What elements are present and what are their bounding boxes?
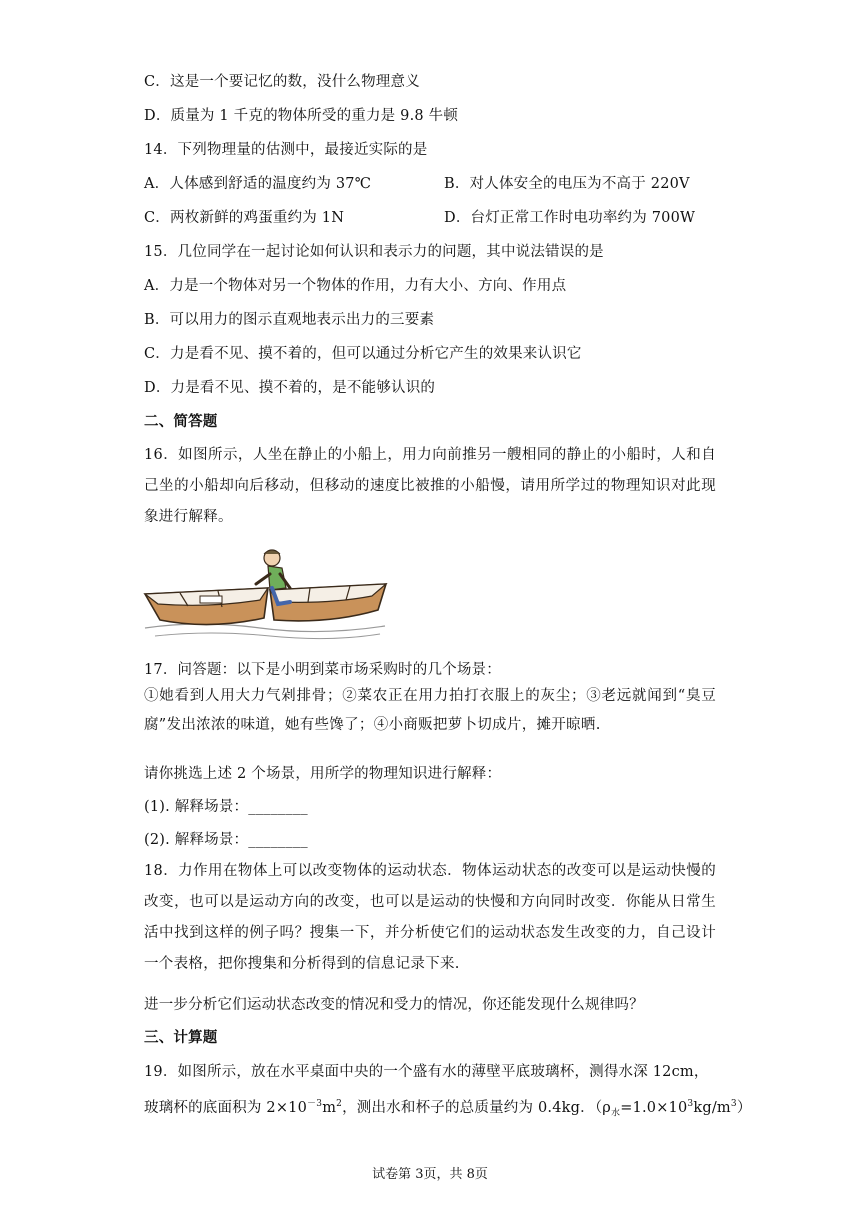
q15-option-a: A．力是一个物体对另一个物体的作用，力有大小、方向、作用点 [144, 278, 567, 294]
q14-option-d: D．台灯正常工作时电功率约为 700W [444, 210, 696, 226]
q19-line-1: 19．如图所示，放在水平桌面中央的一个盛有水的薄壁平底玻璃杯，测得水深 12cm， [144, 1064, 709, 1080]
q13-option-d: D．质量为 1 千克的物体所受的重力是 9.8 牛顿 [144, 108, 459, 124]
section-heading-short-answer: 二、简答题 [144, 413, 218, 430]
q17-instruction: 请你挑选上述 2 个场景，用所学的物理知识进行解释： [144, 766, 502, 782]
page-footer: 试卷第 3页，共 8页 [372, 1167, 488, 1182]
q15-option-b: B．可以用力的图示直观地表示出力的三要素 [144, 312, 435, 328]
q14-stem: 14．下列物理量的估测中，最接近实际的是 [144, 142, 428, 158]
q17-stem: 17．问答题：以下是小明到菜市场采购时的几个场景： [144, 662, 501, 678]
q17-answer-1: (1). 解释场景：________ [144, 799, 308, 815]
q16-text: 16．如图所示，人坐在静止的小船上，用力向前推另一艘相同的静止的小船时，人和自己坐的小船却向后移动，但移动的速度比被推的小船慢，请用所学过的物理知识对此现象进行解释。 [144, 447, 716, 525]
q13-option-c: C．这是一个要记忆的数，没什么物理意义 [144, 74, 420, 90]
q17-answer-2: (2). 解释场景：________ [144, 832, 308, 848]
q15-stem: 15．几位同学在一起讨论如何认识和表示力的问题，其中说法错误的是 [144, 244, 604, 260]
q18-text-2: 进一步分析它们运动状态改变的情况和受力的情况，你还能发现什么规律吗？ [144, 997, 644, 1013]
q17-scenes: ①她看到人用大力气剁排骨；②菜农正在用力拍打衣服上的灰尘；③老远就闻到“臭豆腐”发出浓浓的味道，她有些馋了；④小商贩把萝卜切成片，摊开晾晒. [144, 688, 716, 733]
q19-line-2: 玻璃杯的底面积为 $2\times 10^{-3}m^2$，测出水和杯子的总质量约为 0.4kg．$(\rho_水=1.0\times 10^3kg/m^3)$ [144, 1099, 752, 1119]
q14-option-c: C．两枚新鲜的鸡蛋重约为 1N [144, 210, 345, 226]
q14-option-a: A．人体感到舒适的温度约为 37℃ [144, 176, 372, 192]
q14-option-b: B．对人体安全的电压为不高于 220V [444, 176, 690, 192]
q15-option-c: C．力是看不见、摸不着的，但可以通过分析它产生的效果来认识它 [144, 346, 582, 362]
q15-option-d: D．力是看不见、摸不着的，是不能够认识的 [144, 380, 436, 396]
boats-illustration [140, 544, 390, 644]
section-heading-calculation: 三、计算题 [144, 1029, 218, 1046]
q18-text: 18．力作用在物体上可以改变物体的运动状态．物体运动状态的改变可以是运动快慢的改变，也可以是运动方向的改变，也可以是运动的快慢和方向同时改变．你能从日常生活中找到这样的例子吗？搜集一下，并分析使它们的运动状态发生改变的力，自己设计一个表格，把你搜集和分析得到的信息记录下来. [144, 863, 716, 972]
